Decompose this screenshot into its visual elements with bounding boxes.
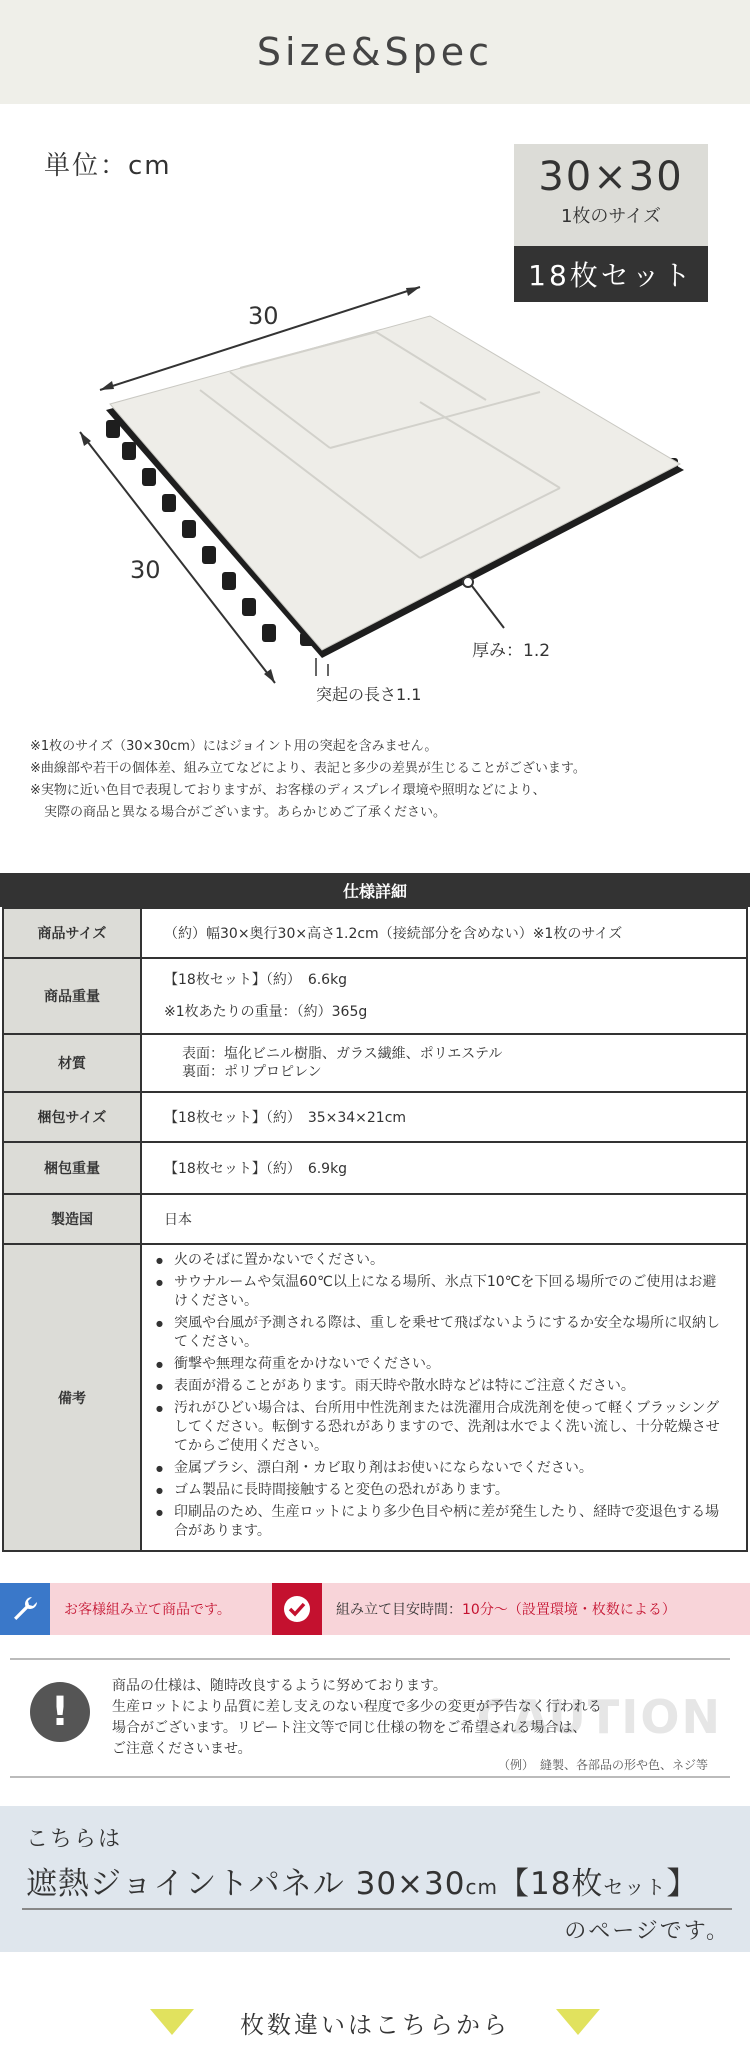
table-row bbox=[3, 908, 747, 958]
caution-box bbox=[10, 1658, 730, 1778]
spec-label: 梱包サイズ bbox=[3, 1092, 141, 1142]
list-item: ● 金属ブラシ、漂白剤・カビ取り剤はお使いにならないでください。 bbox=[154, 1459, 724, 1478]
list-item: ● サウナルームや気温60℃以上になる場所、氷点下10℃を下回る場所でのご使用はお避けください。 bbox=[154, 1273, 724, 1311]
note-line: ※1枚のサイズ（30×30cm）にはジョイント用の突起を含みません。 bbox=[30, 739, 438, 754]
divider bbox=[22, 1908, 732, 1910]
remarks-list bbox=[154, 1251, 724, 1541]
spec-value: 表面：塩化ビニル樹脂、ガラス繊維、ポリエステル 裏面：ポリプロピレン bbox=[141, 1034, 747, 1092]
table-row bbox=[3, 1244, 747, 1551]
list-item: ● ゴム製品に長時間接触すると変色の恐れがあります。 bbox=[154, 1481, 724, 1500]
note-line: ※実物に近い色目で表現しておりますが、お客様のディスプレイ環境や照明などにより、 bbox=[30, 783, 546, 798]
spec-table bbox=[2, 907, 748, 1552]
caution-watermark: CAUTION bbox=[476, 1690, 722, 1744]
assembly-text: お客様組み立て商品です。 bbox=[64, 1602, 231, 1618]
product-name: 遮熱ジョイントパネル 30×30cm【18枚セット】 bbox=[26, 1866, 699, 1902]
size-notes bbox=[30, 736, 586, 824]
table-row bbox=[3, 1092, 747, 1142]
size-box bbox=[514, 144, 708, 302]
spec-value: 【18枚セット】（約） 35×34×21cm bbox=[141, 1092, 747, 1142]
other-sets-link[interactable] bbox=[0, 2002, 750, 2042]
tile-size-caption: 1枚のサイズ bbox=[560, 206, 661, 227]
table-row bbox=[3, 1142, 747, 1194]
list-item: ● 印刷品のため、生産ロットにより多少色目や柄に差が発生したり、経時で変退色する場合があります。 bbox=[154, 1503, 724, 1541]
spec-label: 商品サイズ bbox=[3, 908, 141, 958]
table-row bbox=[3, 958, 747, 1034]
table-row bbox=[3, 1194, 747, 1244]
note-line: ※曲線部や若干の個体差、組み立てなどにより、表記と多少の差異が生じることがございます。 bbox=[30, 761, 586, 776]
spec-value: 【18枚セット】（約） 6.9kg bbox=[141, 1142, 747, 1194]
note-line: 実際の商品と異なる場合がございます。あらかじめご了承ください。 bbox=[44, 805, 446, 820]
unit-label: 単位：cm bbox=[44, 151, 172, 181]
list-item: ● 表面が滑ることがあります。雨天時や散水時などは特にご注意ください。 bbox=[154, 1377, 724, 1396]
exclamation-icon: ! bbox=[30, 1682, 90, 1742]
product-page-banner bbox=[0, 1806, 750, 1952]
wrench-icon bbox=[0, 1583, 50, 1635]
spec-value: （約）幅30×奥行30×高さ1.2cm（接続部分を含めない）※1枚のサイズ bbox=[141, 908, 747, 958]
page-title: Size&Spec bbox=[256, 30, 494, 74]
dimension-protrusion: 突起の長さ1.1 bbox=[316, 685, 422, 704]
assembly-banner bbox=[0, 1583, 750, 1635]
list-item: ● 突風や台風が予測される際は、重しを乗せて飛ばないようにするか安全な場所に収納してください。 bbox=[154, 1314, 724, 1352]
tile-size: 30×30 bbox=[538, 154, 684, 200]
other-sets-label: 枚数違いはこちらから bbox=[240, 2010, 510, 2039]
list-item: ● 火のそばに置かないでください。 bbox=[154, 1251, 724, 1270]
spec-label: 備考 bbox=[3, 1244, 141, 1551]
triangle-down-icon bbox=[150, 2009, 194, 2035]
spec-label: 製造国 bbox=[3, 1194, 141, 1244]
spec-label: 商品重量 bbox=[3, 958, 141, 1034]
tile-illustration bbox=[0, 0, 750, 720]
product-intro: こちらは bbox=[26, 1827, 123, 1852]
spec-table-title: 仕様詳細 bbox=[0, 873, 750, 907]
product-outro: のページです。 bbox=[564, 1919, 730, 1944]
spec-value: 【18枚セット】（約） 6.6kg ※1枚あたりの重量：（約）365g bbox=[141, 958, 747, 1034]
spec-label: 梱包重量 bbox=[3, 1142, 141, 1194]
clock-check-icon bbox=[272, 1583, 322, 1635]
dimension-thickness: 厚み：1.2 bbox=[472, 641, 551, 661]
spec-value: 日本 bbox=[141, 1194, 747, 1244]
spec-label: 材質 bbox=[3, 1034, 141, 1092]
dimension-width: 30 bbox=[248, 302, 279, 330]
spec-remarks bbox=[141, 1244, 747, 1551]
table-row bbox=[3, 1034, 747, 1092]
caution-text: 商品の仕様は、随時改良するように努めております。 生産ロットにより品質に差し支えのない程度で多少の変更が予告なく行われる 場合がございます。リピート注文等で同じ仕様の物をご希望される場合は、 ご注意くださいませ。 bbox=[112, 1678, 602, 1757]
triangle-down-icon bbox=[556, 2009, 600, 2035]
dimension-depth: 30 bbox=[130, 556, 161, 584]
list-item: ● 汚れがひどい場合は、台所用中性洗剤または洗濯用合成洗剤を使って軽くブラッシングしてください。転倒する恐れがありますので、洗剤は水でよく洗い流し、十分乾燥させてからご使用ください。 bbox=[154, 1399, 724, 1456]
set-count: 18枚セット bbox=[514, 246, 708, 302]
list-item: ● 衝撃や無理な荷重をかけないでください。 bbox=[154, 1355, 724, 1374]
assembly-time: 組み立て目安時間：10分〜（設置環境・枚数による） bbox=[336, 1602, 676, 1618]
caution-example: （例） 縫製、各部品の形や色、ネジ等 bbox=[497, 1758, 708, 1772]
